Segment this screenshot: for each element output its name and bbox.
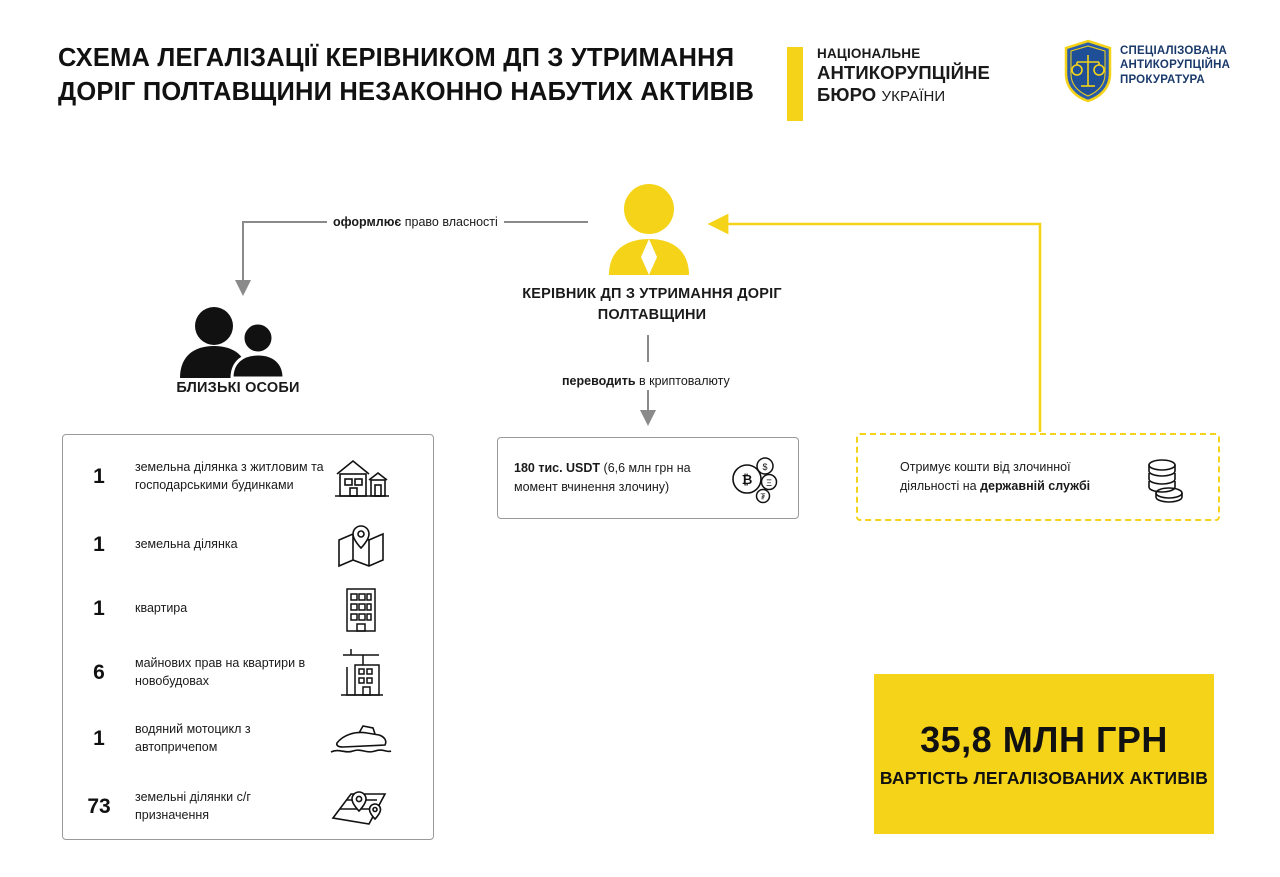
sap-logo-line3: ПРОКУРАТУРА (1120, 73, 1205, 86)
asset-row (63, 581, 435, 637)
result-caption: ВАРТІСТЬ ЛЕГАЛІЗОВАНИХ АКТИВІВ (879, 767, 1209, 788)
asset-label: земельна ділянка (135, 537, 238, 552)
sap-logo-text (1120, 44, 1230, 87)
asset-label: водяний мотоцикл з автопричепом (135, 722, 251, 754)
sap-logo (1064, 40, 1244, 122)
usdt-box (497, 437, 799, 519)
edge-label-convert-bold: переводить (562, 374, 636, 388)
edge-label-ownership-rest: право власності (401, 215, 498, 229)
asset-row (63, 449, 435, 505)
nabu-logo-text (817, 46, 990, 106)
asset-row (63, 517, 435, 573)
corrupt-income-box (856, 433, 1220, 521)
corrupt-income-bold: державній службі (980, 479, 1091, 493)
nabu-logo-bar (787, 47, 803, 121)
asset-count: 1 (93, 465, 105, 488)
official-person-icon (607, 183, 691, 275)
svg-text:Ξ: Ξ (766, 478, 772, 488)
map-pin-icon (325, 519, 397, 571)
asset-row (63, 645, 435, 701)
asset-label: земельна ділянка з житловим та господарськими будинками (135, 460, 324, 492)
house-icon (325, 451, 397, 503)
land-plots-icon (325, 781, 397, 833)
nabu-logo-line3-thin: УКРАЇНИ (881, 87, 946, 105)
asset-count: 1 (93, 727, 105, 750)
asset-count: 1 (93, 597, 105, 620)
corrupt-income-part1: Отримує кошти від злочинної діяльності на (900, 459, 1071, 493)
asset-row (63, 779, 435, 835)
asset-count: 1 (93, 533, 105, 556)
svg-text:₿: ₿ (741, 472, 753, 487)
relatives-label: БЛИЗЬКІ ОСОБИ (176, 380, 300, 396)
sap-logo-line1: СПЕЦІАЛІЗОВАНА (1120, 45, 1227, 57)
apartment-icon (325, 583, 397, 635)
jet-ski-icon (325, 713, 397, 765)
result-block (874, 674, 1214, 834)
construction-crane-icon (325, 647, 397, 699)
usdt-text (498, 459, 714, 497)
sap-logo-line2: АНТИКОРУПЦІЙНА (1120, 59, 1231, 72)
nabu-logo-line1: НАЦІОНАЛЬНЕ (817, 46, 921, 61)
page-title: СХЕМА ЛЕГАЛІЗАЦІЇ КЕРІВНИКОМ ДП З УТРИМАННЯ ДОРІГ ПОЛТАВЩИНИ НЕЗАКОННО НАБУТИХ АКТИВІВ (58, 44, 755, 106)
nabu-logo-line3-bold: БЮРО (817, 83, 877, 105)
usdt-amount: 180 тис. USDT (514, 461, 601, 476)
boss-label: КЕРІВНИК ДП З УТРИМАННЯ ДОРІГ ПОЛТАВЩИНИ (522, 286, 782, 324)
asset-label: земельні ділянки с/г призначення (135, 790, 251, 822)
asset-count: 73 (87, 795, 111, 818)
relatives-icon (176, 306, 301, 378)
money-stack-icon (1136, 455, 1188, 501)
asset-row (63, 711, 435, 767)
usdt-note: (6,6 млн грн на момент вчинення злочину) (514, 461, 691, 494)
edge-label-convert (556, 374, 736, 388)
asset-label: квартира (135, 601, 188, 616)
edge-label-ownership-bold: оформлює (333, 215, 402, 229)
edge-label-convert-rest: в криптовалюту (635, 374, 730, 388)
assets-box (62, 434, 434, 840)
crypto-coins-icon (730, 456, 776, 502)
nabu-logo-line3 (817, 84, 990, 106)
corrupt-income-text (858, 458, 1110, 497)
svg-text:₮: ₮ (760, 492, 766, 502)
sap-emblem-icon (1064, 40, 1112, 102)
asset-label: майнових прав на квартири в новобудовах (135, 656, 306, 688)
asset-count: 6 (93, 661, 105, 684)
nabu-logo-line2: АНТИКОРУПЦІЙНЕ (817, 61, 990, 83)
svg-text:$: $ (762, 462, 768, 472)
edge-label-ownership (327, 215, 504, 229)
nabu-logo (787, 46, 997, 122)
result-amount: 35,8 МЛН ГРН (920, 718, 1168, 760)
